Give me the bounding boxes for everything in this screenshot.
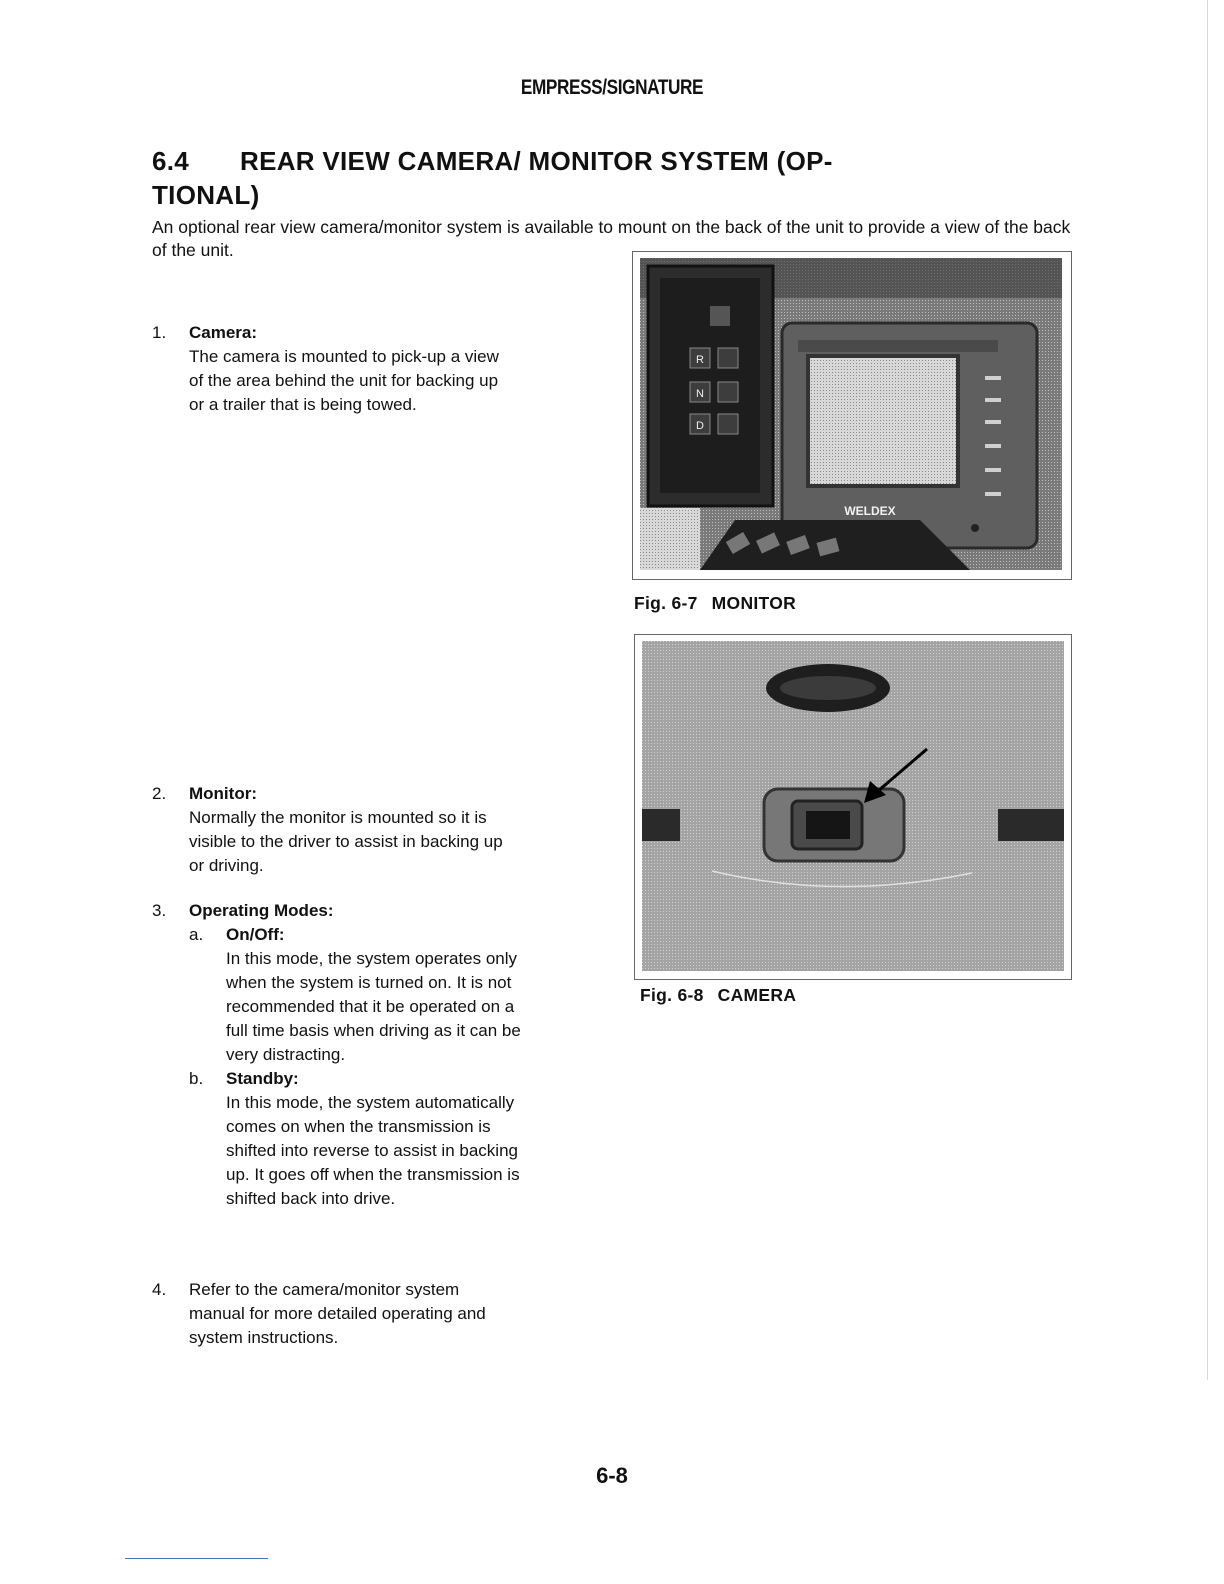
subitem-standby: [189, 1067, 529, 1211]
subitem-heading: Standby:: [226, 1069, 299, 1088]
scan-edge-line: [1207, 0, 1208, 1380]
monitor-brand-label: WELDEX: [844, 504, 896, 518]
figure-caption-monitor: [634, 593, 796, 614]
item-text: Refer to the camera/monitor system manual for more detailed operating and system instructions.: [189, 1280, 486, 1347]
keypad-label-r: R: [696, 354, 704, 366]
camera-photo-image: [642, 641, 1064, 971]
figure-caption-camera: [640, 985, 796, 1006]
subitem-marker: a.: [189, 925, 204, 944]
page-number: 6-8: [596, 1463, 628, 1488]
subitem-heading: On/Off:: [226, 925, 285, 944]
figure-label: CAMERA: [717, 985, 797, 1005]
subitem-text: In this mode, the system automatically comes on when the transmission is shifted into reverse to assist in backing up. It goes off when the transmission is shifted back into drive.: [226, 1093, 520, 1208]
footer-rule: [125, 1558, 268, 1559]
section-title-line1: REAR VIEW CAMERA/ MONITOR SYSTEM (OP-: [240, 146, 833, 176]
item-heading: Camera:: [189, 323, 258, 342]
list-marker: 4.: [152, 1280, 167, 1299]
subitem-marker: b.: [189, 1069, 204, 1088]
keypad-label-d: D: [696, 420, 704, 432]
subitem-text: In this mode, the system operates only when the system is turned on. It is not recommended that it be operated on a full time basis when driving as it can be very distracting.: [226, 949, 521, 1064]
section-title-line2: TIONAL): [152, 180, 260, 210]
monitor-photo: [640, 258, 1062, 570]
section-number: 6.4: [152, 146, 190, 176]
running-header: EMPRESS/SIGNATURE: [520, 76, 704, 99]
item-heading: Monitor:: [189, 784, 257, 803]
intro-paragraph: An optional rear view camera/monitor system is available to mount on the back of the unit to provide a view of the back of the unit.: [152, 217, 1071, 260]
figure-number: Fig. 6-7: [634, 593, 698, 613]
item-heading: Operating Modes:: [189, 901, 334, 920]
list-marker: 3.: [152, 901, 167, 920]
section-title: [152, 144, 912, 212]
item-text: The camera is mounted to pick-up a view of the area behind the unit for backing up or a trailer that is being towed.: [189, 347, 499, 414]
item-text: Normally the monitor is mounted so it is visible to the driver to assist in backing up or driving.: [189, 808, 503, 875]
list-marker: 2.: [152, 784, 167, 803]
figure-label: MONITOR: [711, 593, 797, 613]
subitem-on-off: [189, 923, 529, 1067]
figure-number: Fig. 6-8: [640, 985, 704, 1005]
keypad-label-n: N: [696, 388, 704, 400]
list-marker: 1.: [152, 323, 167, 342]
monitor-photo-image: [640, 258, 1062, 570]
camera-photo: [642, 641, 1064, 971]
